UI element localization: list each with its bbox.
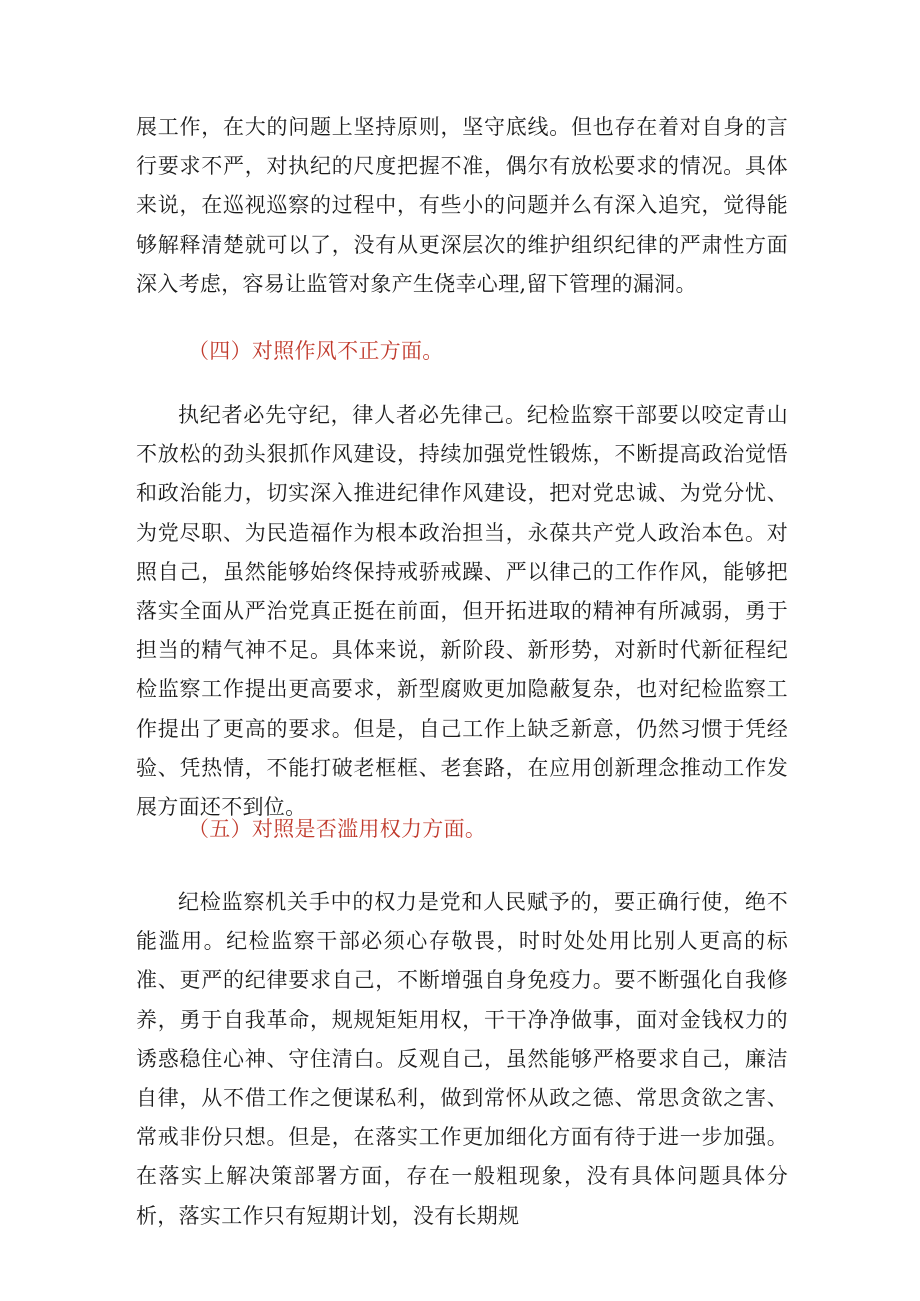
text-line: 纪律要求自己，不断增强自身免疫力。要不断强化自我修养，勇于自我革 — [136, 968, 789, 1032]
text-line: 工作更加细化方面有待于进一步加强。在落实上解决策部署方面，存在一 — [136, 1125, 788, 1189]
text-line: 挺在前面，但开拓进取的精神有所减弱，勇于担当的精气神不足。具体来 — [136, 599, 788, 663]
text-line: 松的劲头狠抓作风建设，持续加强党性锻炼，不断提高政治觉悟和政治能 — [136, 442, 788, 506]
paragraph-abuse-of-power — [136, 883, 788, 1236]
text-line: 力，切实深入推进纪律作风建设，把对党忠诚、为党分忧、为党尽职、为 — [136, 481, 788, 545]
text-line: 展工作，在大的问题上坚持原则，坚守底线。但也存在着对自身的言行要 — [136, 115, 788, 179]
section-heading-work-style: （四）对照作风不正方面。 — [188, 339, 444, 363]
text-line: 般粗现象，没有具体问题具体分析，落实工作只有短期计划，没有长期规 — [136, 1164, 788, 1228]
text-line: 清白。反观自己，虽然能够严格要求自己，廉洁自律，从不借工作之便谋 — [136, 1046, 788, 1111]
text-line: 用。纪检监察干部必须心存敬畏，时时处处用比别人更高的标准、更严的 — [136, 929, 788, 993]
text-line: 民造福作为根本政治担当，永葆共产党人政治本色。对照自己，虽然能够 — [136, 520, 788, 584]
text-line: 在应用创新理念推动工作发展方面还不到位。 — [136, 755, 788, 820]
text-line: 说，新阶段、新形势，对新时代新征程纪检监察工作提出更高要求，新型 — [136, 638, 788, 702]
text-line: 作上缺乏新意，仍然习惯于凭经验、凭热情，不能打破老框框、老套路， — [136, 716, 788, 780]
paragraph-discipline-standards — [136, 108, 788, 304]
text-line: 执纪者必先守纪，律人者必先律己。纪检监察干部要以咬定青山不放 — [136, 403, 788, 467]
text-line: 监管对象产生侥幸心理,留下管理的漏洞。 — [306, 271, 697, 296]
text-line: 求不严，对执纪的尺度把握不准，偶尔有放松要求的情况。具体来说，在 — [136, 154, 788, 218]
text-line: 腐败更加隐蔽复杂，也对纪检监察工作提出了更高的要求。但是，自己工 — [136, 677, 788, 741]
text-line: 私利，做到常怀从政之德、常思贪欲之害、常戒非份只想。但是，在落实 — [136, 1086, 788, 1150]
text-line: 可以了，没有从更深层次的维护组织纪律的严肃性方面深入考虑，容易让 — [136, 232, 788, 296]
text-line: 巡视巡察的过程中，有些小的问题并么有深入追究，觉得能够解释清楚就 — [136, 193, 788, 257]
paragraph-work-style — [136, 396, 788, 827]
text-line: 命，规规矩矩用权，干干净净做事，面对金钱权力的诱惑稳住心神、守住 — [136, 1007, 788, 1071]
section-heading-abuse-of-power: （五）对照是否滥用权力方面。 — [188, 817, 487, 841]
text-line: 纪检监察机关手中的权力是党和人民赋予的，要正确行使，绝不能滥 — [136, 890, 788, 954]
text-line: 始终保持戒骄戒躁、严以律己的工作作风，能够把落实全面从严治党真正 — [136, 559, 788, 624]
